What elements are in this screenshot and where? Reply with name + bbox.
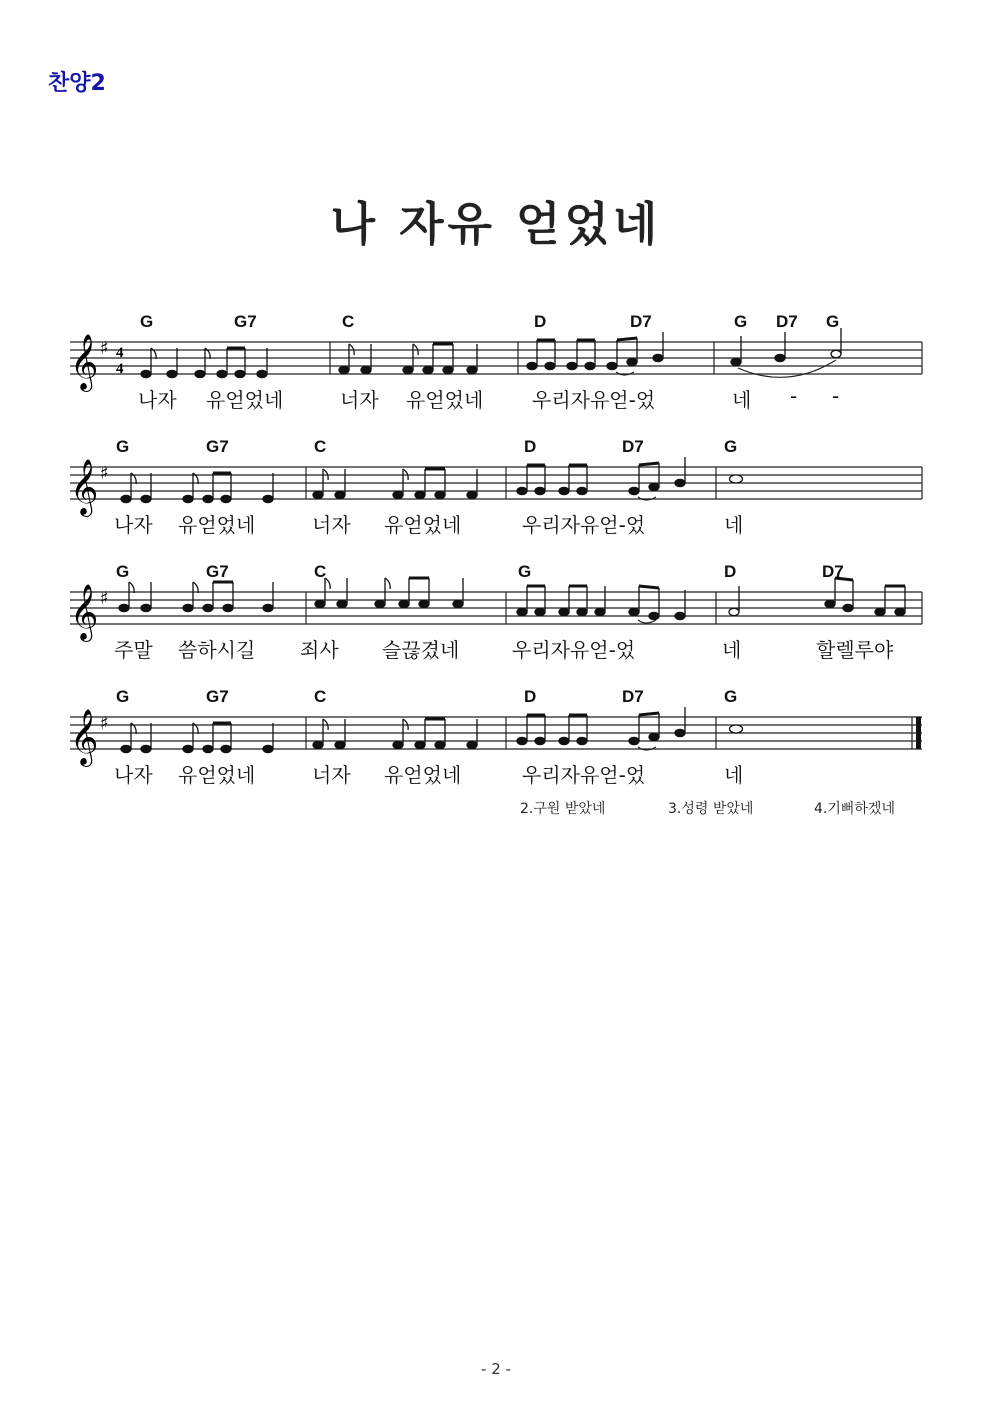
chord: C [314, 562, 327, 581]
chord: D7 [630, 312, 652, 331]
lyric: 우리자유얻-었 [512, 638, 636, 662]
page-number: - 2 - [481, 1360, 511, 1378]
sharp-icon: ♯ [100, 338, 109, 359]
chord: G7 [234, 312, 257, 331]
chord: G [116, 437, 130, 456]
final-barline [916, 717, 921, 749]
time-signature-bottom: 4 [116, 361, 124, 377]
chord: D [724, 562, 737, 581]
lyric: 유얻었네 [178, 763, 256, 787]
staff-system-3 [60, 562, 930, 672]
notes-3 [119, 578, 905, 620]
treble-clef-icon: 𝄞 [70, 584, 99, 640]
chord: C [342, 312, 355, 331]
chord: G7 [206, 437, 229, 456]
chord: D [534, 312, 547, 331]
chord: G [826, 312, 840, 331]
lyric: 네 [724, 763, 744, 787]
lyric: 우리자유얻-었 [532, 388, 656, 412]
chord: D7 [776, 312, 798, 331]
verse-2: 2.구원 받았네 [520, 801, 606, 817]
staff-1 [60, 312, 930, 390]
notes-4 [121, 707, 743, 753]
lyric: 죄사 [300, 638, 339, 662]
chord: D [524, 437, 537, 456]
lyric: 슬끊겼네 [382, 638, 460, 662]
chord: G [724, 437, 738, 456]
staff-system-1 [60, 312, 930, 422]
lyric: 주말 [114, 638, 153, 662]
lyric: 유얻었네 [384, 763, 462, 787]
treble-clef-icon: 𝄞 [70, 709, 99, 765]
lyric: 유얻었네 [406, 388, 484, 412]
lyric: 너자 [312, 513, 351, 537]
sharp-icon: ♯ [100, 713, 109, 734]
song-title: 나 자유 얻었네 [330, 197, 662, 251]
staff-system-2 [60, 437, 930, 547]
lyric: 유얻었네 [178, 513, 256, 537]
chord: G [140, 312, 154, 331]
lyric: 나자 [114, 763, 153, 787]
lyric: 너자 [312, 763, 351, 787]
staff-2 [60, 437, 930, 515]
notes-1 [141, 328, 841, 378]
chord: D7 [622, 437, 644, 456]
lyric: 나자 [114, 513, 153, 537]
lyric: 네 [722, 638, 742, 662]
staff-3 [60, 562, 930, 640]
staff-4 [60, 687, 930, 765]
chord: G [116, 687, 130, 706]
lyric: 우리자유얻-었 [522, 513, 646, 537]
time-signature-top: 4 [116, 345, 124, 361]
lyric: 너자 [340, 388, 379, 412]
chord: C [314, 437, 327, 456]
lyric: 네 [724, 513, 744, 537]
notes-2 [121, 457, 743, 503]
chord: G [518, 562, 532, 581]
chord: G7 [206, 562, 229, 581]
chord: D7 [622, 687, 644, 706]
chord: G [734, 312, 748, 331]
lyric: 씀하시길 [178, 638, 256, 662]
lyric: 네 [732, 388, 752, 412]
treble-clef-icon: 𝄞 [70, 334, 99, 390]
chord: G7 [206, 687, 229, 706]
chord: G [724, 687, 738, 706]
chord: D [524, 687, 537, 706]
chord: D7 [822, 562, 844, 581]
lyric: 할렐루야 [816, 638, 894, 662]
chord: C [314, 687, 327, 706]
header-label: 찬양2 [48, 71, 106, 96]
sharp-icon: ♯ [100, 463, 109, 484]
treble-clef-icon: 𝄞 [70, 459, 99, 515]
chord: G [116, 562, 130, 581]
lyric: 유얻었네 [206, 388, 284, 412]
lyric: 우리자유얻-었 [522, 763, 646, 787]
verse-4: 4.기뻐하겠네 [814, 801, 895, 817]
verse-3: 3.성령 받았네 [668, 801, 754, 817]
lyric: - [790, 384, 798, 408]
lyric: 유얻었네 [384, 513, 462, 537]
lyric: - [832, 384, 840, 408]
staff-system-4 [60, 687, 930, 797]
sharp-icon: ♯ [100, 588, 109, 609]
lyric: 나자 [138, 388, 177, 412]
